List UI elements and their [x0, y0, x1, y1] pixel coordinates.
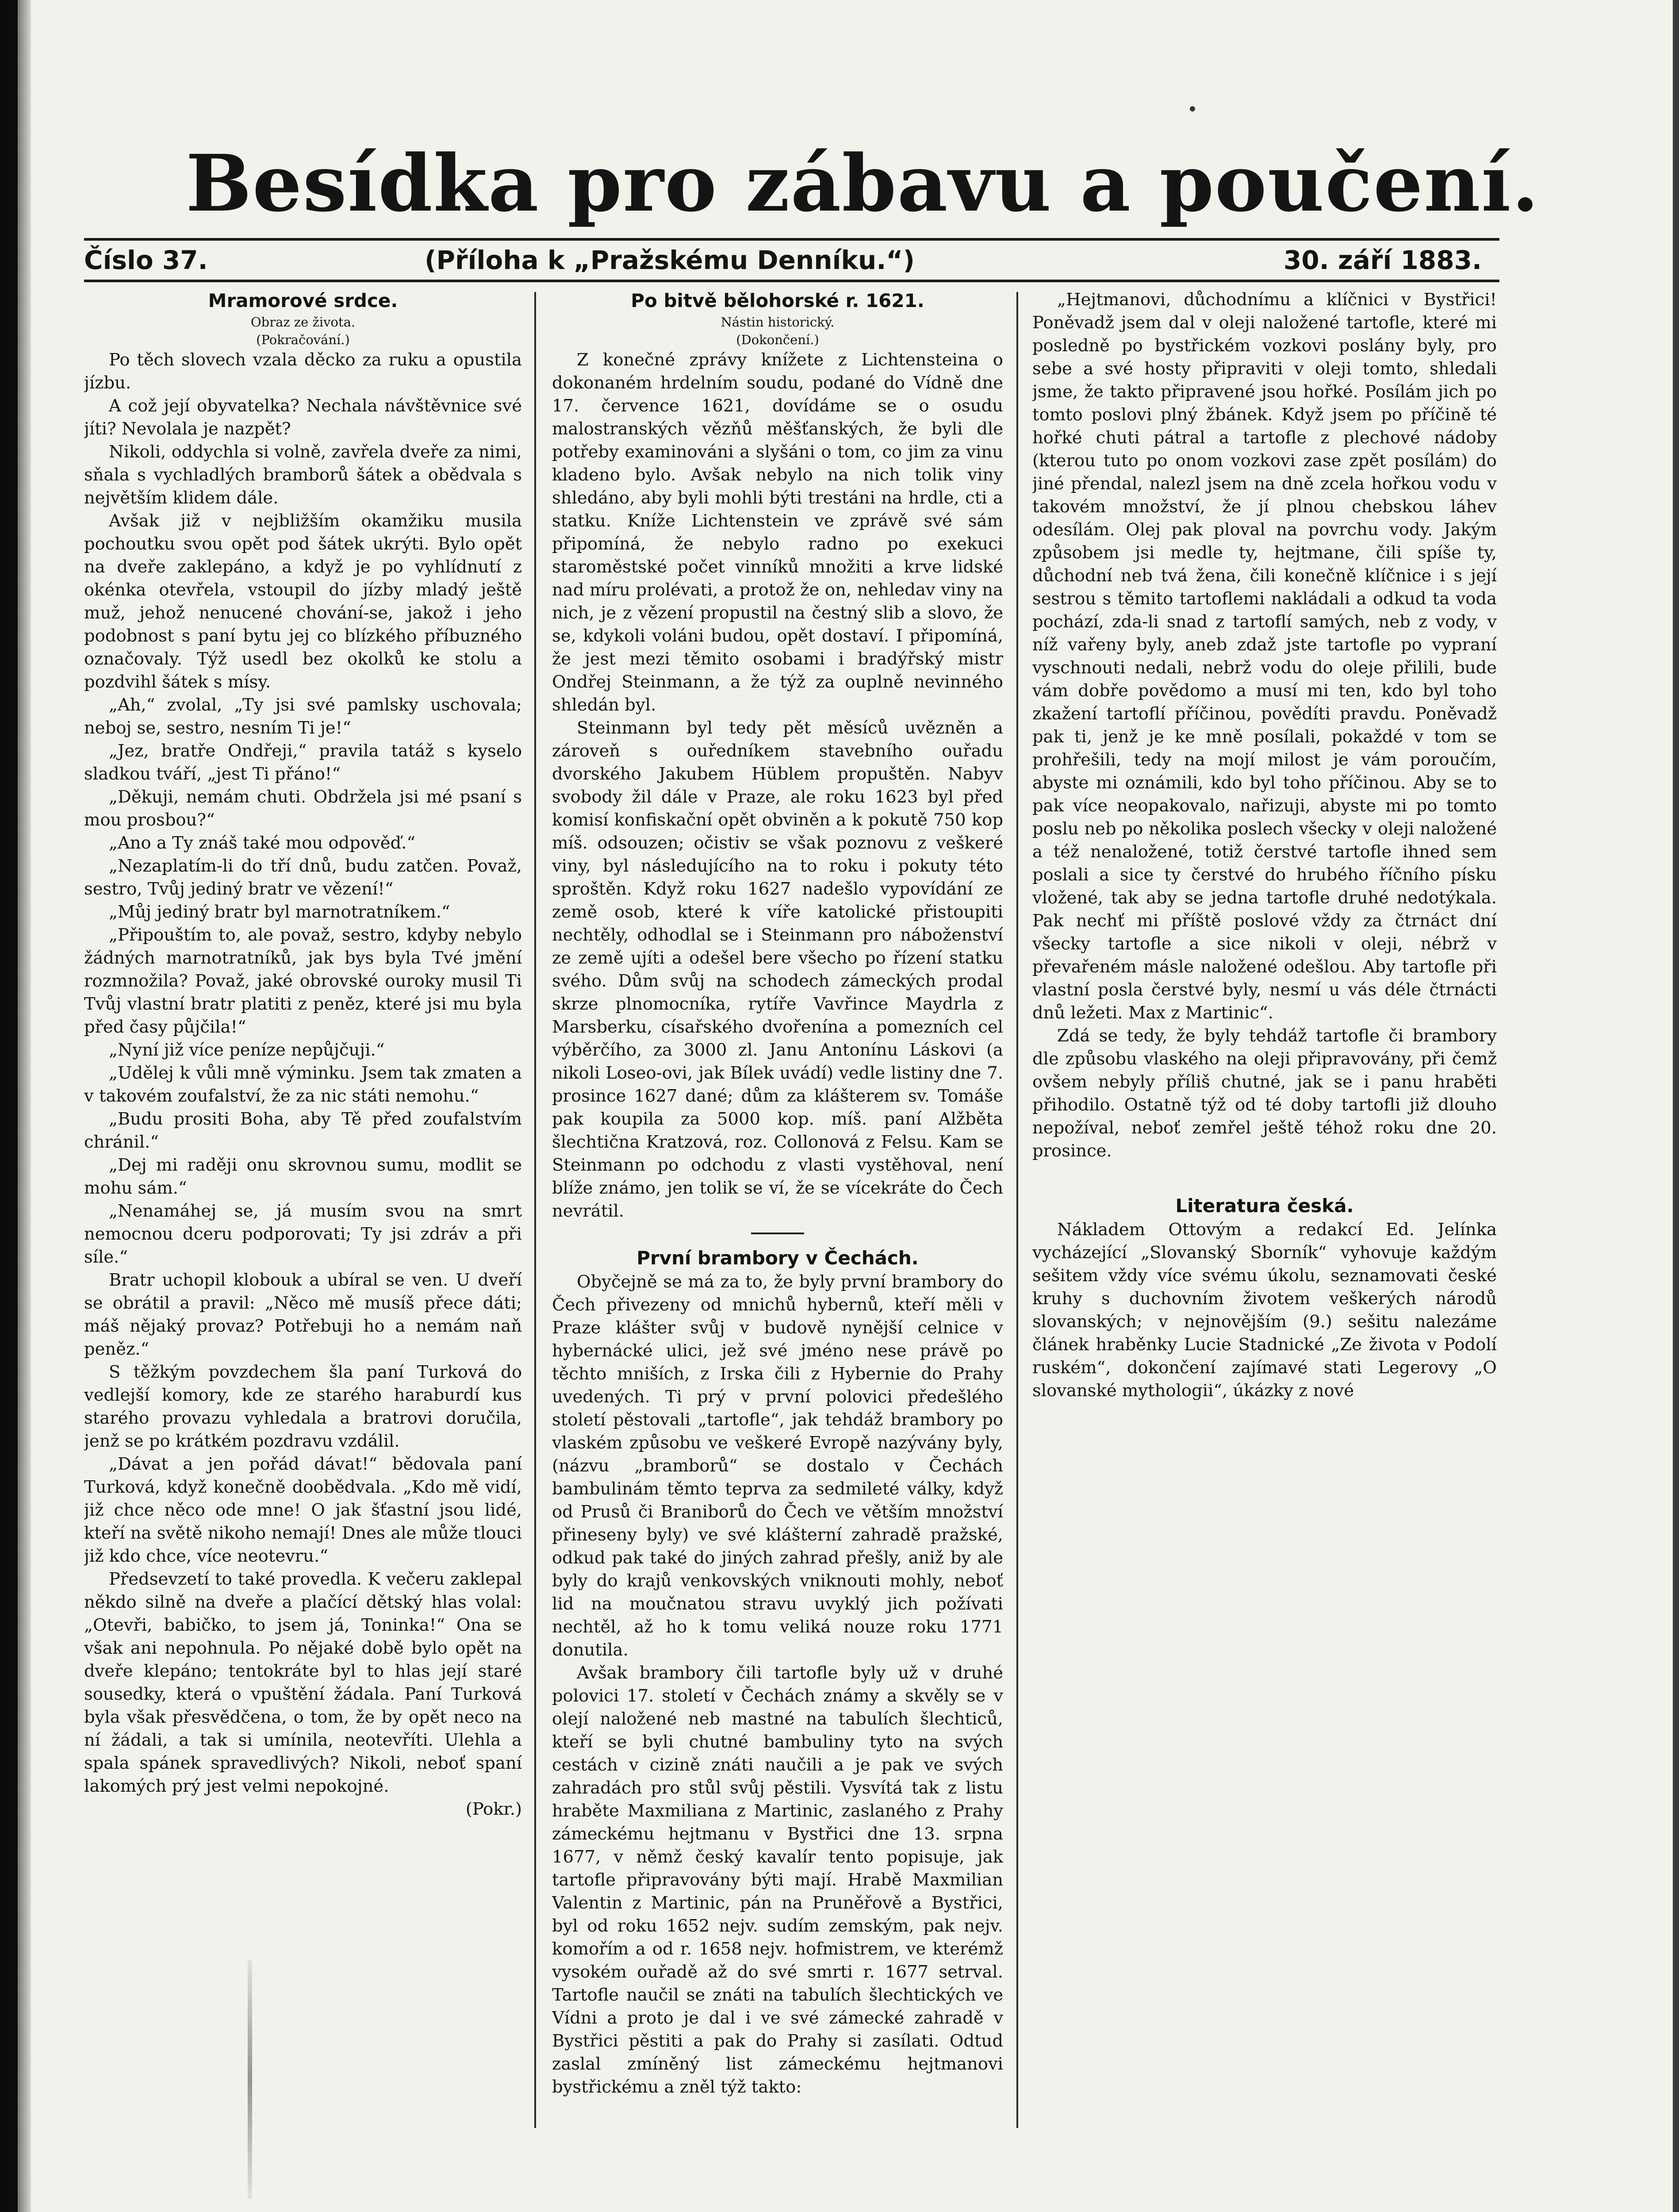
issue-date: 30. září 1883. — [1284, 245, 1482, 275]
article-title: Literatura česká. — [1175, 1195, 1354, 1217]
paragraph: „Hejtmanovi, důchodnímu a klíčnici v Bystřici! Poněvadž jsem dal v oleji naložené tartofle, které mi posledně po bystřickém vozkovi poslány byly, pro sebe a své hosty připraviti v oleji tomto, shledali jsme, že takto připravené jsou hořké. Posílám jich po tomto poslovi plný žbánek. Když jsem po příčině té hořké chuti pátral a tartofle z plechové nádoby (kterou tuto po onom vozkovi zase zpět posílám) do jiné přendal, nalezl jsem na dně zcela hořkou vodu v takovém množství, že jí plnou chebskou láhev odesílám. Olej pak ploval na povrchu vody. Jakým způsobem jsi medle ty, hejtmane, čili spíše ty, důchodní neb tvá žena, čili konečně klíčnice i s její sestrou s těmito tartoflemi nakládali a odkud ta voda pochází, zda-li snad z tartoflí samých, neb z vody, v níž vařeny byly, aneb zdaž jste tartofle po vypraní vyschnouti nedali, nebrž vodu do oleje přilili, bude vám dobře povědomo a musí mi ten, kdo byl toho zkažení tartoflí příčinou, povědíti pravdu. Poněvadž pak ti, jenž je ke mně posílali, pokaždé v tom se prohřešili, tedy na mojí milost je vám poroučím, abyste mi oznámili, kdo byl toho příčinou. Aby se to pak více neopakovalo, nařizuji, abyste mi po tomto poslu neb po několika poslech všecky v oleji naložené a též nenaložené, totiž čerstvé tartofle ihned sem poslali a sice ty čerstvé do hrubého říčního písku vložené, tak aby se jedna tartofle druhé nedotýkala. Pak nechť mi příště poslové vždy za čtrnáct dní všecky tartofle a sice nikoli v oleji, nébrž v převařeném másle naložené odešlou. Aby tartofle při vlastní posla čerstvé byly, nesmí u vás déle čtrnácti dnů ležeti. Max z Martinic“. — [1032, 290, 1497, 1023]
paragraph: Nákladem Ottovým a redakcí Ed. Jelínka vycházející „Slovanský Sborník“ vyhovuje každým sešitem vždy více svému úkolu, seznamovati české kruhy s duchovním životem veškerých národů slovanských; v nejnovějším (9.) sešitu nalezáme článek hraběnky Lucie Stadnické „Ze života v Podolí ruském“, dokončení zajímavé stati Legerovy „O slovanské mythologii“, úkázky z nové — [1032, 1220, 1497, 1401]
paragraph: „Budu prositi Boha, aby Tě před zoufalstvím chránil.“ — [84, 1109, 522, 1152]
article-first-potatoes — [552, 1246, 1003, 2099]
article-signoff: (Pokr.) — [465, 1799, 522, 1819]
paragraph: Nikoli, oddychla si volně, zavřela dveře za nimi, sňala s vychladlých bramborů šátek a obědvala s největším klidem dále. — [84, 442, 522, 508]
column-1 — [84, 288, 522, 2138]
issue-number: Číslo 37. — [84, 245, 208, 275]
paragraph: „Dávat a jen pořád dávat!“ bědovala paní Turková, když konečně doobědvala. „Kdo mě vidí, již chce něco ode mne! O jak šťastní jsou lidé, kteří na světě nikoho nemají! Dnes ale může tlouci již kdo chce, více neotevru.“ — [84, 1454, 522, 1566]
paragraph: Avšak brambory čili tartofle byly už v druhé polovici 17. století v Čechách známy a skvěly se v olejí naložené neb mastné na tabulích šlechticů, kteří se byli chutné bambuliny tyto na svých cestách v cizině znáti naučili a je pak ve svých zahradách pro stůl svůj pěstili. Vysvítá tak z listu hraběte Maxmiliana z Martinic, zaslaného z Prahy zámeckému hejtmanu v Bystřici dne 13. srpna 1677, v němž český kavalír tento popisuje, jak tartofle připravovány býti mají. Hrabě Maxmilian Valentin z Martinic, pán na Pruněřově a Bystřici, byl od roku 1652 nejv. sudím zemským, pak nejv. komořím a od r. 1658 nejv. hofmistrem, ve kterémž vysokém ouřadě až do své smrti r. 1677 setrval. Tartofle naučil se znáti na tabulích šlechtických ve Vídni a proto je dal i ve své zámecké zahradě v Bystřici pěstiti a pak do Prahy si zasílati. Odtud zaslal zmíněný list zámeckému hejtmanovi bystřickému a zněl týž takto: — [552, 1663, 1003, 2097]
article-separator — [751, 1233, 804, 1234]
column-3 — [1032, 288, 1497, 2138]
paragraph: „Jez, bratře Ondřeji,“ pravila tatáž s kyselo sladkou tváří, „jest Ti přáno!“ — [84, 741, 522, 784]
issue-line — [84, 242, 1499, 278]
spacer — [1032, 1163, 1497, 1194]
paragraph: „Udělej k vůli mně výminku. Jsem tak zmaten a v takovém zoufalství, že za nic státi nemohu.“ — [84, 1063, 522, 1106]
article-title: Po bitvě bělohorské r. 1621. — [631, 290, 924, 311]
paragraph: „Připouštím to, ale považ, sestro, kdyby nebylo žádných marnotratníků, jak bys byla Tvé jmění rozmnožila? Považ, jaké obrovské ouroky musil Ti Tvůj vlastní bratr platiti z peněz, které jsi mu byla před časy půjčila!“ — [84, 925, 522, 1037]
paragraph: „Dej mi raději onu skrovnou sumu, modlit se mohu sám.“ — [84, 1155, 522, 1198]
column-2 — [552, 288, 1003, 2138]
column-divider — [534, 292, 536, 2128]
paragraph: Zdá se tedy, že byly tehdáž tartofle či brambory dle způsobu vlaského na oleji připravovány, při čemž ovšem nebyly příliš chutné, jak se i panu hraběti přihodilo. Ostatně týž od té doby tartofli již dlouho nepožíval, neboť zemřel ještě téhož roku dne 20. prosince. — [1032, 1026, 1497, 1161]
scan-border-left — [0, 0, 18, 2212]
ink-speck — [1190, 106, 1195, 111]
paragraph: Steinmann byl tedy pět měsíců uvězněn a zároveň s ouředníkem stavebního ouřadu dvorského Jakubem Hüblem propuštěn. Nabyv svobody žil dále v Praze, ale roku 1623 byl před komisí konfiskační opět obviněn a k pokutě 750 kop míš. odsouzen; očistiv se však poznovu z veškeré viny, byl následujícího na to roku i pokuty této sproštěn. Když roku 1627 nadešlo vypovídání ze země osob, které k víře katolické přistoupiti nechtěly, odhodlal se i Steinmann pro náboženství ze země ujíti a odešel bere všecho po řízení statku svého. Dům svůj na schodech zámeckých prodal skrze plnomocníka, rytíře Vavřince Maydrla z Marsberku, císařského dvořenína a pomezních cel výběrčího, za 3000 zl. Janu Antonínu Láskovi (a nikoli Loseo-ovi, jak Bílek uvádí) vedle listiny dne 7. prosince 1627 dané; dům za klášterem sv. Tomáše pak koupila za 5000 kop. míš. paní Alžběta šlechtična Kratzová, roz. Collonová z Felsu. Kam se Steinmann po odchodu z vlasti vystěhoval, není blíže známo, jen tolik se ví, že se vícekráte do Čech nevrátil. — [552, 718, 1003, 1221]
paragraph: „Nezaplatím-li do tří dnů, budu zatčen. Považ, sestro, Tvůj jediný bratr ve vězení!“ — [84, 856, 522, 899]
article-title: První brambory v Čechách. — [636, 1247, 919, 1269]
issue-supplement: (Příloha k „Pražskému Denníku.“) — [425, 245, 915, 275]
masthead-rule-top — [84, 238, 1499, 241]
article-title: Mramorové srdce. — [208, 290, 398, 311]
article-subtitle: Nástin historický. — [721, 315, 835, 330]
column-divider — [1016, 292, 1018, 2128]
paragraph: A což její obyvatelka? Nechala návštěvnice své jíti? Nevolala je nazpět? — [84, 396, 522, 439]
paper-crease — [248, 1960, 252, 2199]
paragraph: Obyčejně se má za to, že byly první brambory do Čech přivezeny od mnichů hybernů, kteří měli v Praze klášter svůj v budově nynější celnice v hybernácké ulici, jež své jméno nese právě po těchto mniších, z Irska čili z Hybernie do Prahy uvedených. Ti prý v první polovici předešlého století pěstovali „tartofle“, jak tehdáž brambory po vlaském způsobu ve veškeré Evropě nazývány byly, (názvu „bramborů“ se dostalo v Čechách bambulinám těmto teprva za sedmileté války, když od Prusů či Braniborů do Čech ve větším množství přineseny byly) ve své klášterní zahradě pražské, odkud pak také do jiných zahrad přešly, aniž by ale byly do krajů venkovských vniknouti mohly, neboť lid na moučnatou stravu uvyklý jich požívati nechtěl, až ho k tomu veliká nouze roku 1771 donutila. — [552, 1272, 1003, 1660]
paragraph: S těžkým povzdechem šla paní Turková do vedlejší komory, kde ze starého haraburdí kus starého provazu vyhledala a bratrovi doručila, jenž se po krátkém pozdravu vzdálil. — [84, 1362, 522, 1451]
article-marble-heart — [84, 288, 522, 1821]
masthead-rule-bottom — [84, 280, 1499, 282]
paragraph: „Nyní již více peníze nepůjčuji.“ — [109, 1040, 385, 1060]
paragraph: „Ah,“ zvolal, „Ty jsi své pamlsky uschovala; neboj se, sestro, nesním Ti je!“ — [84, 695, 522, 738]
paragraph: „Nenamáhej se, já musím svou na smrt nemocnou dceru podporovati; Ty jsi zdráv a při síle.“ — [84, 1201, 522, 1267]
paragraph: „Děkuji, nemám chuti. Obdržela jsi mé psaní s mou prosbou?“ — [84, 787, 522, 830]
paragraph: „Můj jediný bratr byl marnotratníkem.“ — [109, 902, 450, 922]
article-note: (Pokračování.) — [256, 332, 350, 347]
paragraph: „Ano a Ty znáš také mou odpověď.“ — [109, 833, 416, 853]
paragraph: Avšak již v nejbližším okamžiku musila pochoutku svou opět pod šátek ukrýti. Bylo opět na dveře zaklepáno, a když je po vyhlídnutí z okénka otevřela, vstoupil do jízby mladý ještě muž, jehož nenucené chování-se, jakož i jeho podobnost s paní bytu jej co blízkého příbuzného označovaly. Týž usedl bez okolků ke stolu a pozdvihl šátek s mísy. — [84, 511, 522, 692]
article-czech-literature — [1032, 1194, 1497, 1402]
paragraph: Po těch slovech vzala děcko za ruku a opustila jízbu. — [84, 350, 522, 393]
paper-gutter-shadow — [18, 0, 31, 2212]
paragraph: Bratr uchopil klobouk a ubíral se ven. U dveří se obrátil a pravil: „Něco mě musíš přece dáti; máš nějaký provaz? Potřebuji ho a nemám naň peněz.“ — [84, 1270, 522, 1359]
paragraph: Z konečné zprávy knížete z Lichtensteina o dokonaném hrdelním soudu, podané do Vídně dne 17. července 1621, dovídáme se o osudu malostranských vězňů měšťanských, že byli dle potřeby examinováni a slyšáni o tom, co jim za vinu kladeno bylo. Avšak nebylo na nich tolik viny shledáno, aby byli mohli býti trestáni na hrdle, cti a statku. Kníže Lichtenstein ve zprávě své sám připomíná, že nebylo radno po exekuci staroměstské počet vinníků množiti a krve lidské nad míru prolévati, a protož že on, nehledav viny na nich, je z vězení propustil na čestný slib a slovo, že se, kdykoli voláni budou, opět dostaví. I připomíná, že jest mezi těmito osobami i bradýřský mistr Ondřej Steinmann, a že týž za ouplně nevinného shledán byl. — [552, 350, 1003, 715]
article-subtitle: Obraz ze života. — [250, 315, 356, 330]
article-white-mountain — [552, 288, 1003, 1223]
paragraph: Předsevzetí to také provedla. K večeru zaklepal někdo silně na dveře a plačící dětský hlas volal: „Otevři, babičko, to jsem já, Toninka!“ Ona se však ani nepohnula. Po nějaké době bylo opět na dveře klepáno; tentokráte byl to hlas její staré sousedky, která o vpuštění žádala. Paní Turková byla však přesvědčena, o tom, že by opět neco na ní žádali, a tak si umínila, neotevříti. Ulehla a spala spánek spravedlivých? Nikoli, neboť spaní lakomých prý jest velmi nepokojné. — [84, 1569, 522, 1796]
article-first-potatoes-continued — [1032, 288, 1497, 1163]
masthead-title: Besídka pro zábavu a poučení. — [186, 138, 1540, 229]
scan-border-right — [1673, 0, 1679, 2212]
article-note: (Dokončení.) — [736, 332, 819, 347]
